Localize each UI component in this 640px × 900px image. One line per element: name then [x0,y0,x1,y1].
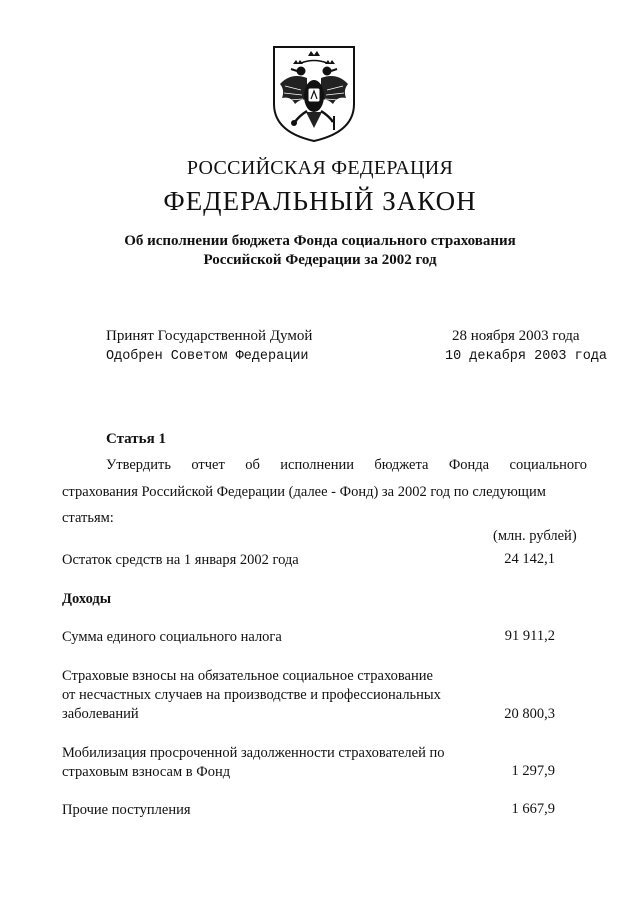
income-row-line: заболеваний [62,706,139,722]
article-intro-line-3: статьям: [62,510,114,526]
income-row-value: 91 911,2 [504,628,555,644]
income-row-line: Страховые взносы на обязательное социальное страхование [62,668,433,684]
approved-by-council-label: Одобрен Советом Федерации [106,349,309,364]
adopted-by-duma-label: Принят Государственной Думой [106,328,313,344]
approved-by-council-date: 10 декабря 2003 года [445,349,608,364]
income-row-line: от несчастных случаев на производстве и профессиональных [62,687,441,703]
article-intro-line-1: Утвердить отчет об исполнении бюджета Фонда социального [106,457,587,473]
law-subject-line-2: Российской Федерации за 2002 год [203,252,437,268]
income-row-line: страховым взносам в Фонд [62,764,231,780]
opening-balance-label: Остаток средств на 1 января 2002 года [62,552,299,568]
income-heading: Доходы [62,591,112,607]
income-row-label [62,628,282,647]
law-subject-line-1: Об исполнении бюджета Фонда социального страхования [124,233,516,249]
income-row-line: Прочие поступления [62,802,191,818]
country-name: РОССИЙСКАЯ ФЕДЕРАЦИЯ [186,157,454,179]
income-row-value: 1 667,9 [511,801,555,817]
opening-balance-value: 24 142,1 [504,551,555,567]
income-row-label [62,801,191,820]
income-row-value: 20 800,3 [504,706,555,722]
adopted-by-duma-date: 28 ноября 2003 года [452,328,580,344]
income-row-label [62,744,444,782]
income-row-value: 1 297,9 [511,763,555,779]
income-row-label [62,667,441,724]
article-intro-line-2: страхования Российской Федерации (далее - Фонд) за 2002 год по следующим [62,484,546,500]
article-title: Статья 1 [106,431,166,447]
income-row-line: Сумма единого социального налога [62,629,282,645]
income-row-line: Мобилизация просроченной задолженности страхователей по [62,745,445,761]
coat-of-arms-icon [271,44,357,144]
currency-unit: (млн. рублей) [493,528,577,544]
document-type: ФЕДЕРАЛЬНЫЙ ЗАКОН [163,186,477,216]
